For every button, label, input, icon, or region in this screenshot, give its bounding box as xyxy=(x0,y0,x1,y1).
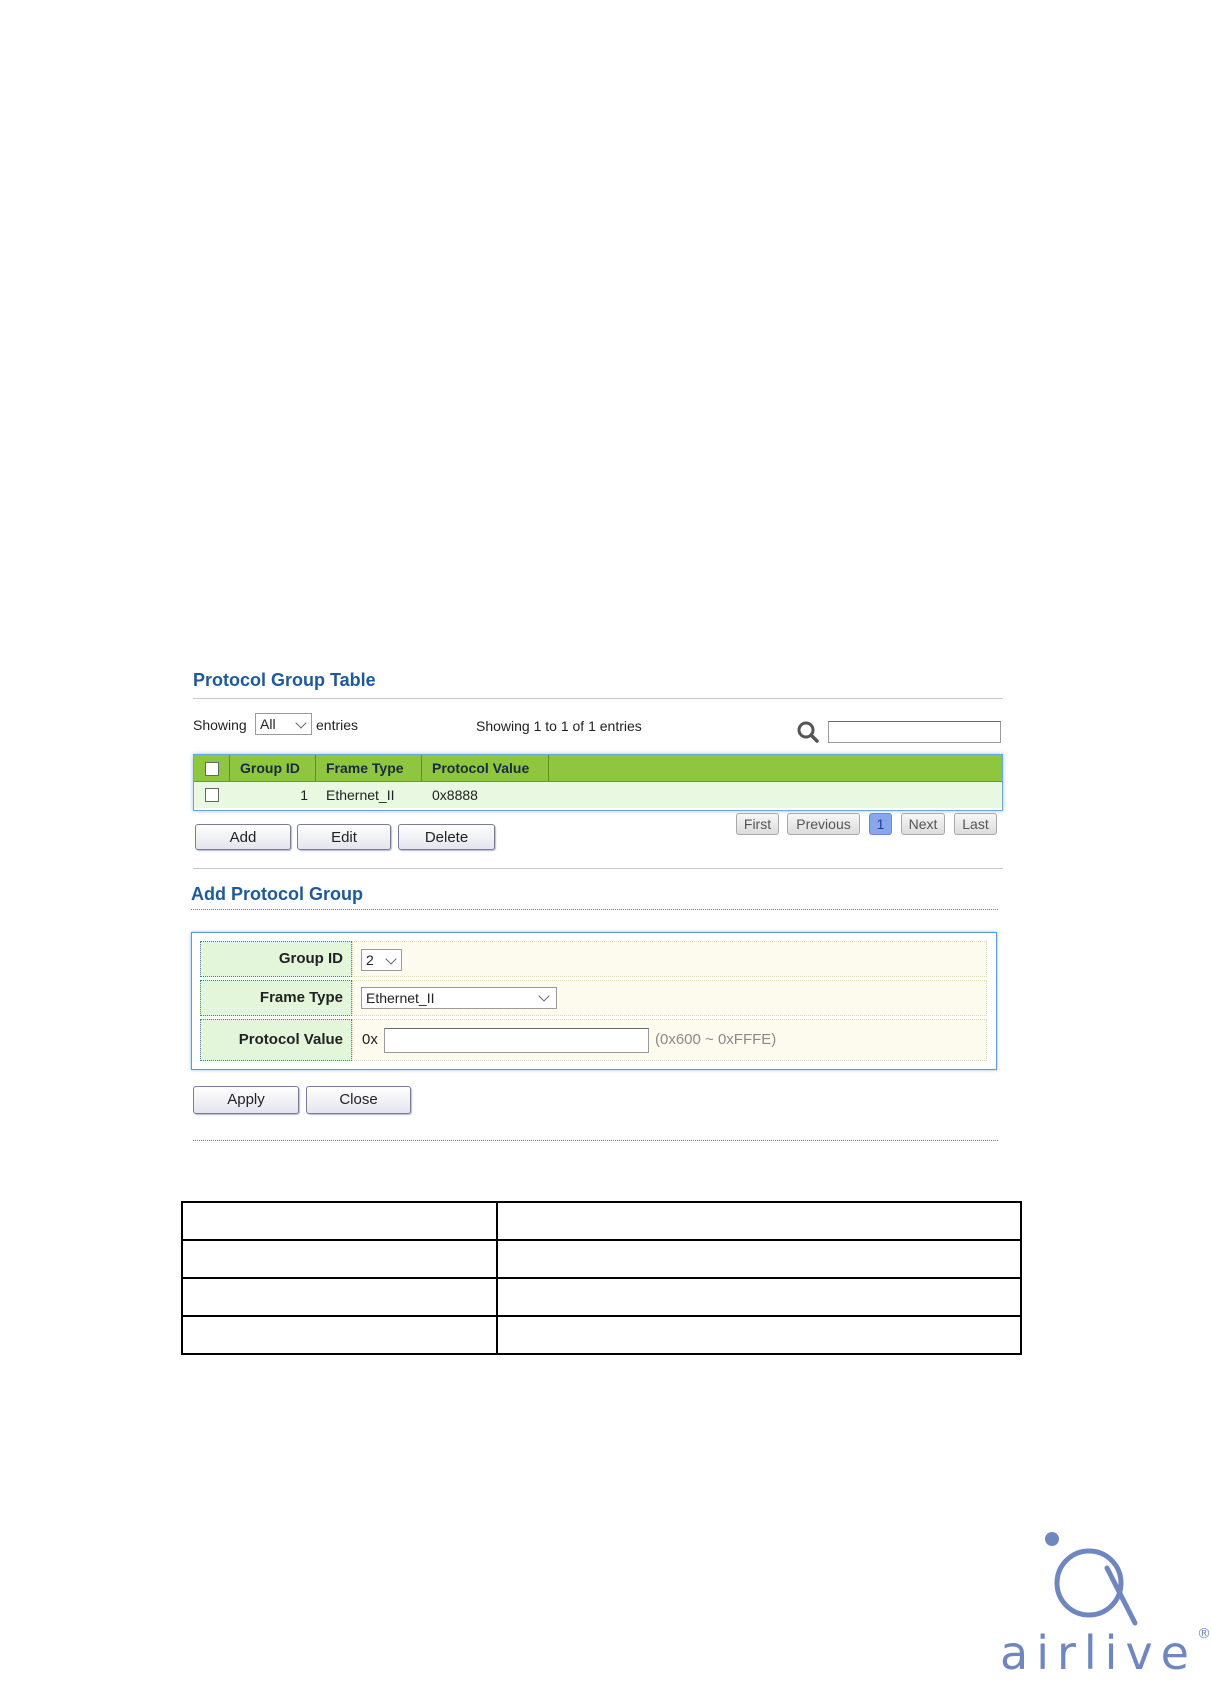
frame-type-select[interactable] xyxy=(361,987,557,1009)
row-checkbox[interactable] xyxy=(205,788,219,802)
registered-mark: ® xyxy=(1196,1626,1211,1642)
group-id-cell xyxy=(352,941,987,977)
add-button[interactable]: Add xyxy=(195,824,291,850)
pagination-first[interactable]: First xyxy=(736,813,779,835)
form-bottom-divider xyxy=(193,1140,998,1141)
table-cell xyxy=(497,1278,1021,1316)
header-frame-type[interactable]: Frame Type xyxy=(316,755,422,781)
add-title-divider xyxy=(191,909,998,910)
group-id-select[interactable] xyxy=(361,949,402,971)
table-row xyxy=(182,1316,1021,1354)
table-row xyxy=(182,1278,1021,1316)
airlive-logo-text xyxy=(1000,1626,1211,1680)
table-cell xyxy=(497,1316,1021,1354)
logo-wordmark: airlive xyxy=(1000,1626,1197,1680)
chevron-down-icon xyxy=(538,990,549,1001)
edit-button[interactable]: Edit xyxy=(297,824,391,850)
frame-type-cell xyxy=(352,980,987,1016)
frame-type-label: Frame Type xyxy=(200,980,352,1016)
title-divider xyxy=(193,698,1003,699)
pagination-previous[interactable]: Previous xyxy=(787,813,860,835)
table-cell xyxy=(182,1202,497,1240)
close-button[interactable]: Close xyxy=(306,1086,411,1114)
protocol-value-input[interactable] xyxy=(384,1028,649,1053)
protocol-value-hint: (0x600 ~ 0xFFFE) xyxy=(655,1031,777,1048)
delete-button[interactable]: Delete xyxy=(398,824,495,850)
chevron-down-icon xyxy=(295,717,306,728)
showing-prefix: Showing xyxy=(193,717,247,733)
entries-suffix: entries xyxy=(316,717,359,733)
add-protocol-group-form xyxy=(191,932,997,1070)
chevron-down-icon xyxy=(385,953,396,964)
entries-select[interactable] xyxy=(255,713,312,735)
description-table xyxy=(181,1201,1022,1355)
add-protocol-group-title: Add Protocol Group xyxy=(191,884,363,904)
cell-group-id: 1 xyxy=(300,787,308,803)
table-cell xyxy=(182,1240,497,1278)
table-row xyxy=(182,1202,1021,1240)
table-header-row xyxy=(194,755,1002,782)
group-id-label: Group ID xyxy=(200,941,352,977)
pagination-current-page[interactable]: 1 xyxy=(869,813,892,835)
airlive-logo-icon xyxy=(1035,1528,1145,1628)
table-cell xyxy=(182,1316,497,1354)
search-input[interactable] xyxy=(828,721,1001,743)
entries-select-value: All xyxy=(260,716,276,732)
table-row[interactable] xyxy=(194,782,1002,808)
header-protocol-value[interactable]: Protocol Value xyxy=(422,755,549,781)
pagination-last[interactable]: Last xyxy=(954,813,997,835)
protocol-value-prefix: 0x xyxy=(362,1031,378,1048)
frame-type-select-value: Ethernet_II xyxy=(366,990,435,1006)
table-row xyxy=(182,1240,1021,1278)
entries-summary: Showing 1 to 1 of 1 entries xyxy=(476,718,642,734)
pagination-next[interactable]: Next xyxy=(901,813,945,835)
table-cell xyxy=(497,1202,1021,1240)
select-all-checkbox[interactable] xyxy=(205,762,219,776)
section-divider xyxy=(193,868,1003,869)
table-cell xyxy=(182,1278,497,1316)
protocol-value-label: Protocol Value xyxy=(200,1019,352,1061)
search-icon xyxy=(796,720,820,744)
protocol-group-table xyxy=(193,754,1003,811)
header-group-id[interactable]: Group ID xyxy=(230,755,316,781)
cell-protocol-value: 0x8888 xyxy=(432,787,478,803)
apply-button[interactable]: Apply xyxy=(193,1086,299,1114)
protocol-group-table-title: Protocol Group Table xyxy=(193,670,376,690)
table-cell xyxy=(497,1240,1021,1278)
cell-frame-type: Ethernet_II xyxy=(326,787,395,803)
group-id-select-value: 2 xyxy=(366,952,374,968)
protocol-value-cell xyxy=(352,1019,987,1061)
header-select-all xyxy=(194,755,230,781)
